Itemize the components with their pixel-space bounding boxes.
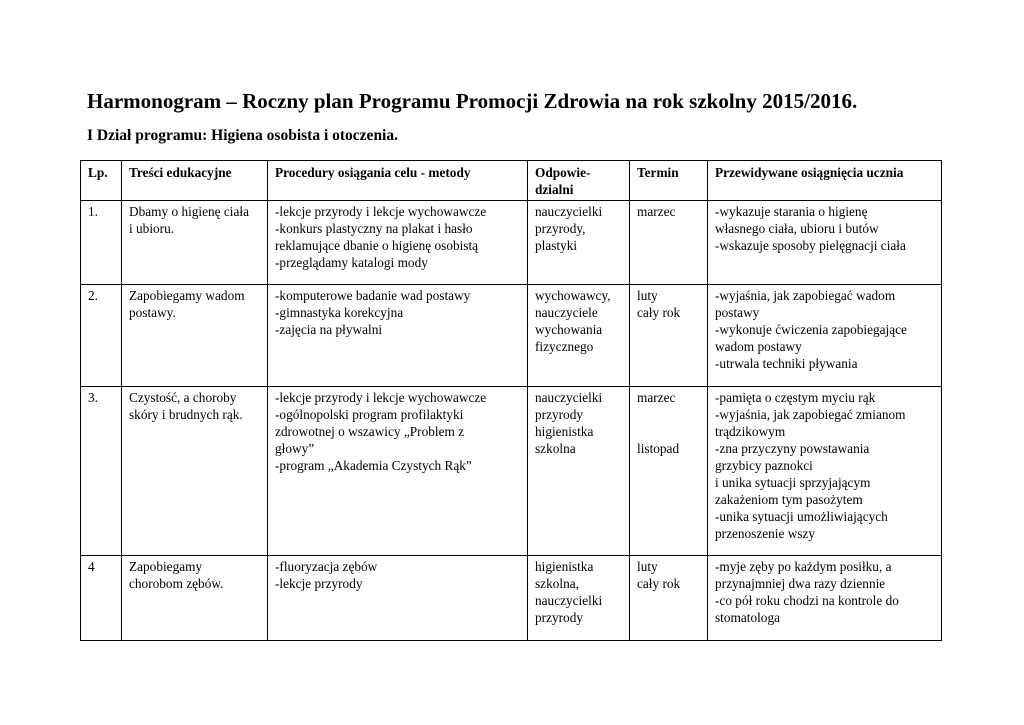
header-term: Termin: [630, 161, 708, 201]
text-line: -wykazuje starania o higienę: [715, 204, 868, 219]
header-responsible-line: dzialni: [535, 182, 574, 197]
text-line: Zapobiegamy: [129, 559, 203, 574]
text-line: przynajmniej dwa razy dziennie: [715, 576, 886, 591]
text-line: szkolna,: [535, 576, 579, 591]
text-line: marzec: [637, 390, 676, 405]
text-line: cały rok: [637, 305, 681, 320]
text-line: -zajęcia na pływalni: [275, 322, 383, 337]
cell-lp: 1.: [81, 201, 122, 285]
text-line: zdrowotnej o wszawicy „Problem z: [275, 424, 465, 439]
text-line: -wskazuje sposoby pielęgnacji ciała: [715, 238, 906, 253]
text-line: stomatologa: [715, 610, 780, 625]
text-line: luty: [637, 288, 658, 303]
text-line: -myje zęby po każdym posiłku, a: [715, 559, 892, 574]
text-line: przenoszenie wszy: [715, 526, 816, 541]
text-line: -zna przyczyny powstawania: [715, 441, 870, 456]
text-line: postawy: [715, 305, 760, 320]
text-line: wychowania: [535, 322, 603, 337]
text-line: wychowawcy,: [535, 288, 611, 303]
text-line: grzybicy paznokci: [715, 458, 813, 473]
header-outcomes: Przewidywane osiągnięcia ucznia: [708, 161, 942, 201]
cell-responsible: [528, 387, 630, 556]
text-line: nauczycielki: [535, 204, 603, 219]
text-line: higienistka: [535, 559, 594, 574]
text-line: własnego ciała, ubioru i butów: [715, 221, 879, 236]
text-line: wadom postawy: [715, 339, 802, 354]
cell-term: [630, 387, 708, 556]
text-line: i unika sytuacji sprzyjającym: [715, 475, 871, 490]
text-line: -konkurs plastyczny na plakat i hasło: [275, 221, 473, 236]
cell-lp: 4: [81, 556, 122, 641]
cell-content: [122, 556, 268, 641]
cell-term: [630, 556, 708, 641]
text-line: -program „Akademia Czystych Rąk”: [275, 458, 472, 473]
text-line: reklamujące dbanie o higienę osobistą: [275, 238, 479, 253]
text-line: -lekcje przyrody: [275, 576, 363, 591]
text-line: Czystość, a choroby: [129, 390, 237, 405]
header-procedures: Procedury osiągania celu - metody: [268, 161, 528, 201]
text-line: -pamięta o częstym myciu rąk: [715, 390, 876, 405]
spacer: [637, 406, 700, 440]
text-line: higienistka: [535, 424, 594, 439]
table-row: [81, 201, 942, 285]
header-responsible-line: Odpowie-: [535, 165, 591, 180]
text-line: -lekcje przyrody i lekcje wychowawcze: [275, 390, 487, 405]
text-line: marzec: [637, 204, 676, 219]
text-line: -gimnastyka korekcyjna: [275, 305, 404, 320]
cell-responsible: [528, 556, 630, 641]
table-row: [81, 387, 942, 556]
cell-outcomes: [708, 387, 942, 556]
text-line: -przeglądamy katalogi mody: [275, 255, 428, 270]
text-line: skóry i brudnych rąk.: [129, 407, 243, 422]
cell-outcomes: [708, 556, 942, 641]
cell-responsible: [528, 285, 630, 387]
text-line: -wykonuje ćwiczenia zapobiegające: [715, 322, 907, 337]
text-line: -utrwala techniki pływania: [715, 356, 858, 371]
text-line: przyrody,: [535, 221, 586, 236]
text-line: przyrody: [535, 610, 583, 625]
cell-responsible: [528, 201, 630, 285]
cell-lp: 3.: [81, 387, 122, 556]
cell-content: [122, 201, 268, 285]
cell-procedures: [268, 556, 528, 641]
text-line: głowy”: [275, 441, 315, 456]
text-line: postawy.: [129, 305, 176, 320]
text-line: -komputerowe badanie wad postawy: [275, 288, 471, 303]
text-line: nauczycielki: [535, 593, 603, 608]
text-line: i ubioru.: [129, 221, 175, 236]
header-row: [81, 161, 942, 201]
cell-procedures: [268, 387, 528, 556]
cell-outcomes: [708, 285, 942, 387]
text-line: trądzikowym: [715, 424, 786, 439]
text-line: szkolna: [535, 441, 576, 456]
section-heading: I Dział programu: Higiena osobista i otoczenia.: [87, 127, 398, 144]
header-lp: Lp.: [81, 161, 122, 201]
text-line: listopad: [637, 441, 680, 456]
text-line: chorobom zębów.: [129, 576, 224, 591]
table-row: [81, 556, 942, 641]
text-line: -unika sytuacji umożliwiających: [715, 509, 888, 524]
text-line: nauczyciele: [535, 305, 598, 320]
text-line: nauczycielki: [535, 390, 603, 405]
cell-outcomes: [708, 201, 942, 285]
text-line: cały rok: [637, 576, 681, 591]
cell-lp: 2.: [81, 285, 122, 387]
text-line: fizycznego: [535, 339, 594, 354]
table-row: [81, 285, 942, 387]
cell-content: [122, 387, 268, 556]
text-line: plastyki: [535, 238, 578, 253]
header-content: Treści edukacyjne: [122, 161, 268, 201]
text-line: luty: [637, 559, 658, 574]
text-line: -lekcje przyrody i lekcje wychowawcze: [275, 204, 487, 219]
page-title: Harmonogram – Roczny plan Programu Promocji Zdrowia na rok szkolny 2015/2016.: [87, 89, 858, 113]
text-line: Dbamy o higienę ciała: [129, 204, 249, 219]
schedule-table: [80, 160, 942, 641]
cell-content: [122, 285, 268, 387]
text-line: -wyjaśnia, jak zapobiegać zmianom: [715, 407, 906, 422]
text-line: zakażeniom tym pasożytem: [715, 492, 863, 507]
text-line: -wyjaśnia, jak zapobiegać wadom: [715, 288, 896, 303]
header-responsible: [528, 161, 630, 201]
cell-procedures: [268, 285, 528, 387]
cell-procedures: [268, 201, 528, 285]
text-line: Zapobiegamy wadom: [129, 288, 245, 303]
text-line: -ogólnopolski program profilaktyki: [275, 407, 464, 422]
cell-term: [630, 285, 708, 387]
cell-term: [630, 201, 708, 285]
text-line: -co pół roku chodzi na kontrole do: [715, 593, 899, 608]
text-line: przyrody: [535, 407, 583, 422]
text-line: -fluoryzacja zębów: [275, 559, 378, 574]
